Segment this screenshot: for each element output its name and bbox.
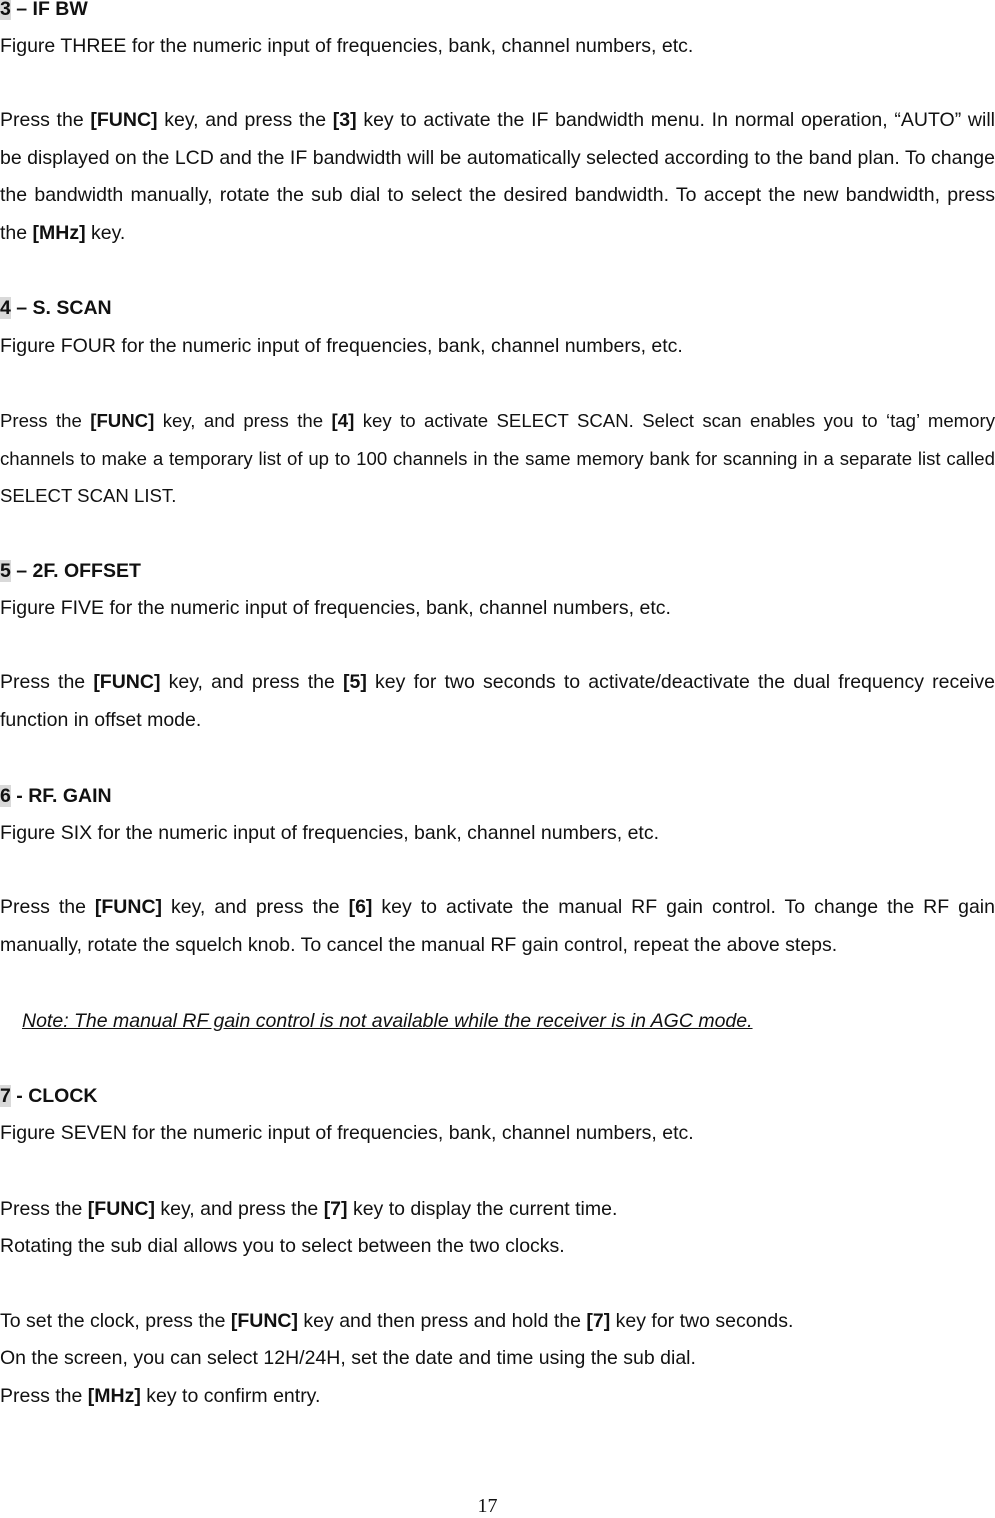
rotate-sub-dial-line: Rotating the sub dial allows you to select between the two clocks.	[0, 1235, 565, 1257]
key-label: [FUNC]	[90, 410, 155, 431]
text: key to activate SELECT SCAN. Select scan enables you to ‘tag’ memory channels to make a temporary list of up to 100 channels in the same memory bank for scanning in a separate list called SELECT SCAN LIST.	[0, 410, 995, 507]
text: Press the	[0, 1198, 88, 1220]
section-number: 3	[0, 0, 11, 20]
text: key and then press and hold the	[298, 1310, 587, 1332]
section-5-heading	[0, 559, 141, 583]
text: key for two seconds to activate/deactivate the dual frequency receive function in offset mode.	[0, 671, 995, 731]
key-label: [5]	[343, 671, 367, 693]
section-6-paragraph	[0, 889, 995, 964]
section-title: - CLOCK	[10, 1085, 98, 1107]
key-label: [3]	[332, 109, 357, 131]
section-title: - RF. GAIN	[10, 785, 112, 807]
key-label: [7]	[586, 1310, 611, 1332]
section-3-paragraph	[0, 102, 995, 252]
text: key for two seconds.	[610, 1310, 794, 1332]
text: key, and press the	[162, 896, 349, 918]
text: Press the	[0, 671, 94, 693]
text: key to display the current time.	[347, 1198, 618, 1220]
set-clock-line	[0, 1309, 793, 1333]
section-3-heading	[0, 0, 88, 21]
section-title: – S. SCAN	[10, 297, 112, 319]
section-4-paragraph	[0, 402, 995, 515]
section-7-heading	[0, 1084, 98, 1108]
key-label: [MHz]	[32, 221, 86, 244]
section-title: – IF BW	[10, 0, 88, 20]
key-label: [MHz]	[87, 1385, 141, 1407]
text: key to activate the IF bandwidth menu. In normal operation, “AUTO” will be displayed on the LCD and the IF bandwidth will be automatically selected according to the band plan. To change the bandwidth manually, rotate the sub dial to select the desired bandwidth. To accept the new bandwidth, press the	[0, 109, 995, 244]
agc-note: Note: The manual RF gain control is not available while the receiver is in AGC mode.	[22, 1010, 753, 1032]
key-label: [FUNC]	[230, 1310, 299, 1332]
text: Press the	[0, 109, 91, 131]
section-number: 6	[0, 785, 11, 807]
text: Press the	[0, 896, 95, 918]
text: Press the	[0, 1385, 88, 1407]
section-title: – 2F. OFFSET	[10, 560, 141, 582]
display-time-line	[0, 1197, 617, 1221]
key-label: [4]	[331, 410, 355, 431]
text: key.	[85, 221, 126, 244]
section-5-paragraph	[0, 664, 995, 739]
confirm-entry-line	[0, 1384, 320, 1408]
key-label: [7]	[323, 1198, 348, 1220]
screen-options-line: On the screen, you can select 12H/24H, set the date and time using the sub dial.	[0, 1347, 696, 1369]
section-6-heading	[0, 784, 112, 808]
section-4-heading	[0, 296, 112, 320]
key-label: [FUNC]	[87, 1198, 155, 1220]
section-4-figure-text: Figure FOUR for the numeric input of frequencies, bank, channel numbers, etc.	[0, 335, 683, 357]
section-6-figure-text: Figure SIX for the numeric input of frequencies, bank, channel numbers, etc.	[0, 822, 660, 844]
section-number: 5	[0, 560, 11, 582]
section-5-figure-text: Figure FIVE for the numeric input of frequencies, bank, channel numbers, etc.	[0, 597, 671, 619]
key-label: [FUNC]	[94, 896, 163, 918]
key-label: [6]	[348, 896, 373, 918]
text: key, and press the	[154, 1198, 324, 1220]
text: key, and press the	[157, 109, 333, 131]
text: To set the clock, press the	[0, 1310, 231, 1332]
section-3-figure-text: Figure THREE for the numeric input of frequencies, bank, channel numbers, etc.	[0, 35, 694, 57]
section-number: 4	[0, 297, 11, 319]
text: key to confirm entry.	[140, 1385, 321, 1407]
key-label: [FUNC]	[90, 109, 158, 131]
key-label: [FUNC]	[93, 671, 161, 693]
text: key, and press the	[160, 671, 344, 693]
text: key to activate the manual RF gain control. To change the RF gain manually, rotate the squelch knob. To cancel the manual RF gain control, repeat the above steps.	[0, 896, 995, 956]
section-7-figure-text: Figure SEVEN for the numeric input of frequencies, bank, channel numbers, etc.	[0, 1122, 694, 1144]
text: Press the	[0, 410, 91, 431]
page-number: 17	[477, 1495, 498, 1517]
text: key, and press the	[154, 410, 332, 431]
section-number: 7	[0, 1085, 11, 1107]
